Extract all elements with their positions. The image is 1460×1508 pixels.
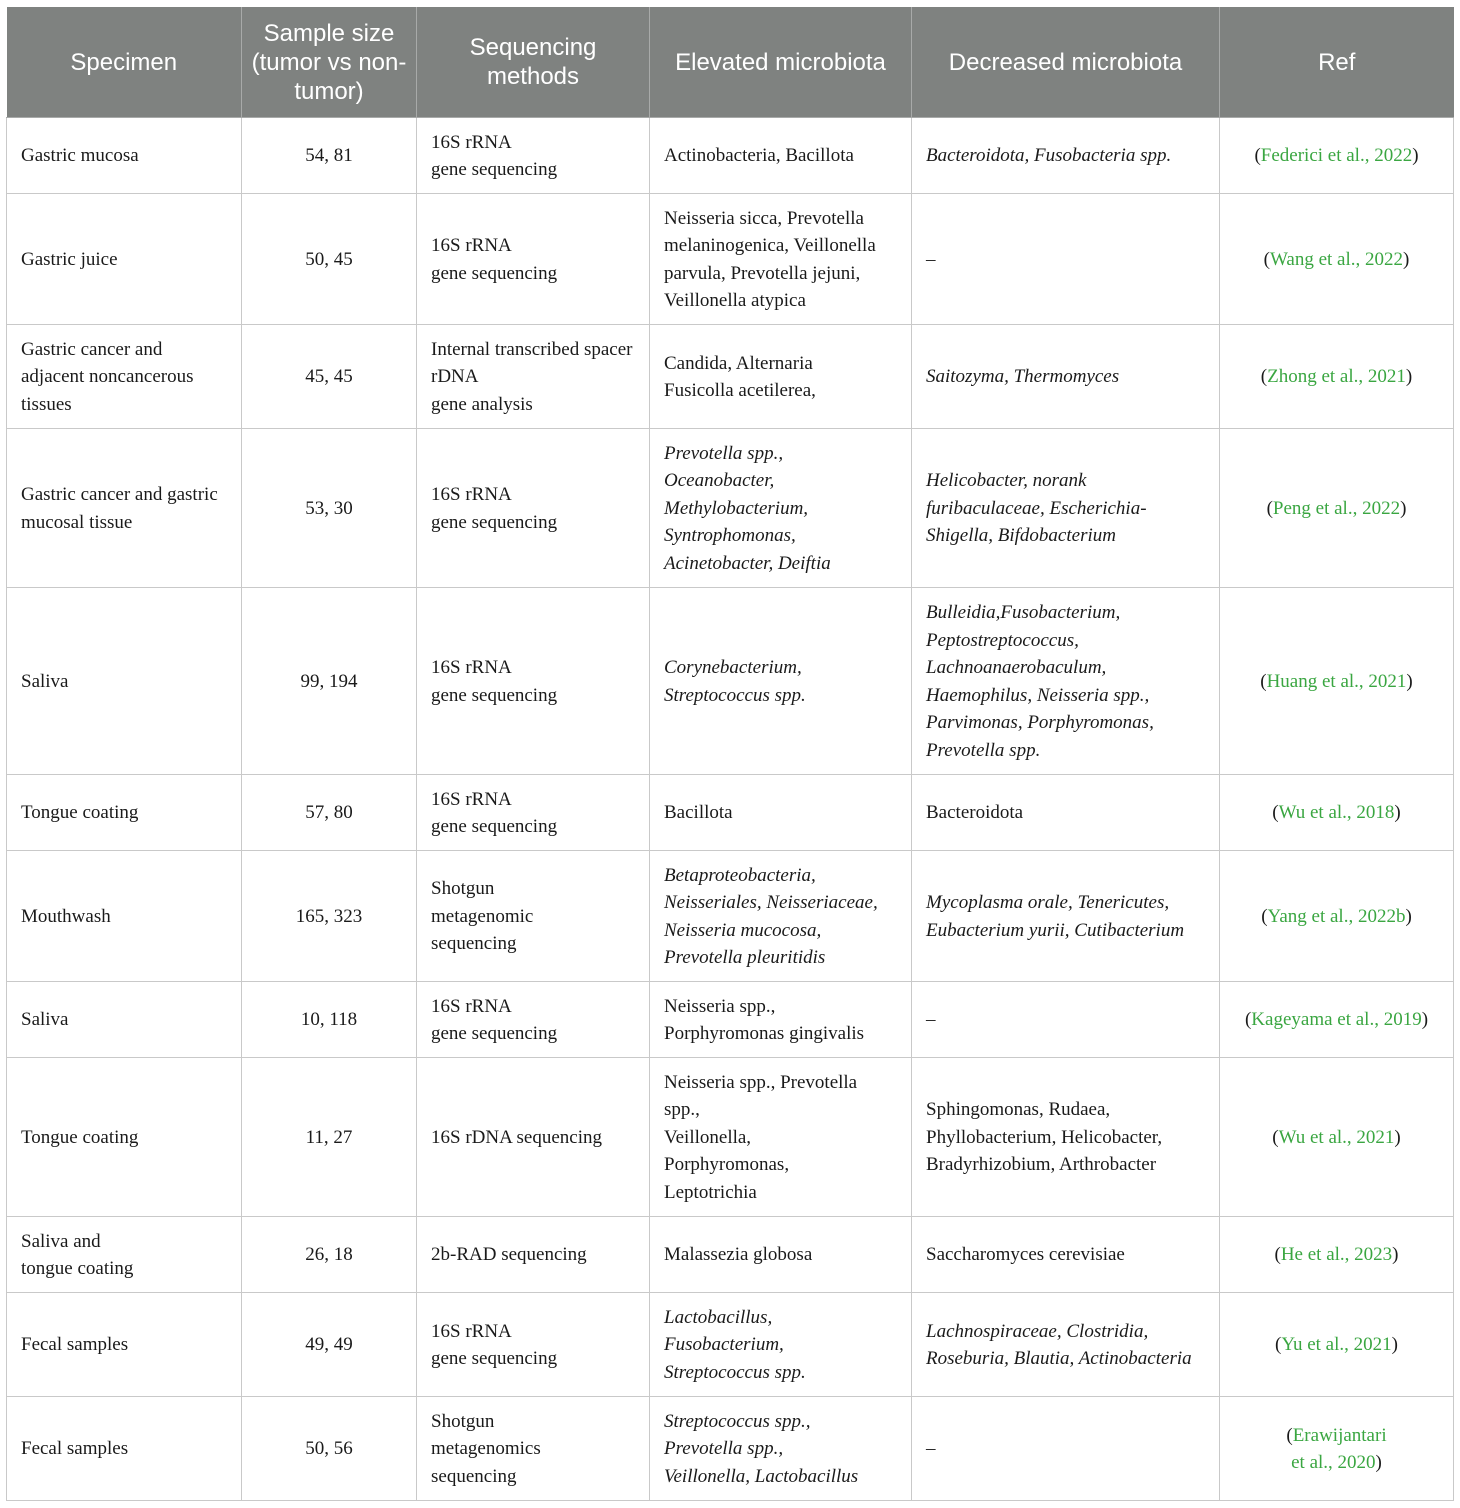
cell-sample-size: 53, 30 <box>242 429 417 588</box>
cell-specimen: Saliva <box>7 588 242 775</box>
cell-elevated-microbiota: Bacillota <box>650 775 912 851</box>
cell-ref: (Wang et al., 2022) <box>1220 194 1454 325</box>
reference-link[interactable]: He et al., 2023 <box>1280 1244 1393 1266</box>
header-row <box>7 7 1454 118</box>
cell-ref: (He et al., 2023) <box>1220 1217 1454 1293</box>
table-row <box>7 1058 1454 1217</box>
cell-sample-size: 57, 80 <box>242 775 417 851</box>
cell-ref: (Zhong et al., 2021) <box>1220 325 1454 429</box>
reference-link[interactable]: Huang et al., 2021 <box>1266 670 1407 692</box>
table-row <box>7 982 1454 1058</box>
table-row <box>7 1397 1454 1501</box>
table-row <box>7 588 1454 775</box>
cell-elevated-microbiota: Betaproteobacteria, Neisseriales, Neisseriaceae, Neisseria mucocosa, Prevotella pleuritidis <box>650 851 912 982</box>
cell-decreased-microbiota: Saitozyma, Thermomyces <box>912 325 1220 429</box>
microbiota-table <box>6 7 1454 1501</box>
cell-decreased-microbiota: – <box>912 194 1220 325</box>
cell-sample-size: 99, 194 <box>242 588 417 775</box>
cell-sample-size: 50, 56 <box>242 1397 417 1501</box>
header-ref: Ref <box>1220 7 1454 118</box>
reference-link[interactable]: Zhong et al., 2021 <box>1267 366 1406 388</box>
cell-elevated-microbiota: Neisseria spp., Prevotella spp., Veillonella, Porphyromonas, Leptotrichia <box>650 1058 912 1217</box>
cell-specimen: Tongue coating <box>7 775 242 851</box>
cell-elevated-microbiota: Corynebacterium, Streptococcus spp. <box>650 588 912 775</box>
cell-elevated-microbiota: Candida, Alternaria Fusicolla acetilerea, <box>650 325 912 429</box>
cell-sequencing-method: 2b-RAD sequencing <box>417 1217 650 1293</box>
cell-ref: (Yu et al., 2021) <box>1220 1293 1454 1397</box>
cell-ref: (Yang et al., 2022b) <box>1220 851 1454 982</box>
cell-specimen: Saliva <box>7 982 242 1058</box>
cell-specimen: Gastric mucosa <box>7 118 242 194</box>
cell-decreased-microbiota: Bulleidia,Fusobacterium, Peptostreptococcus, Lachnoanaerobaculum, Haemophilus, Neisseria spp., Parvimonas, Porphyromonas, Prevotella spp. <box>912 588 1220 775</box>
reference-link[interactable]: Yu et al., 2021 <box>1281 1334 1392 1356</box>
cell-ref: (Wu et al., 2021) <box>1220 1058 1454 1217</box>
cell-sample-size: 10, 118 <box>242 982 417 1058</box>
cell-elevated-microbiota: Actinobacteria, Bacillota <box>650 118 912 194</box>
table-row <box>7 1293 1454 1397</box>
cell-elevated-microbiota: Prevotella spp., Oceanobacter, Methylobacterium, Syntrophomonas, Acinetobacter, Deiftia <box>650 429 912 588</box>
cell-sequencing-method: 16S rDNA sequencing <box>417 1058 650 1217</box>
header-sample-size: Sample size (tumor vs non-tumor) <box>242 7 417 118</box>
cell-sample-size: 54, 81 <box>242 118 417 194</box>
cell-specimen: Gastric cancer and gastric mucosal tissue <box>7 429 242 588</box>
cell-sequencing-method: Shotgun metagenomics sequencing <box>417 1397 650 1501</box>
cell-sequencing-method: Internal transcribed spacer rDNA gene analysis <box>417 325 650 429</box>
cell-decreased-microbiota: Lachnospiraceae, Clostridia, Roseburia, Blautia, Actinobacteria <box>912 1293 1220 1397</box>
header-elevated-microbiota: Elevated microbiota <box>650 7 912 118</box>
cell-decreased-microbiota: – <box>912 982 1220 1058</box>
table-body <box>7 118 1454 1501</box>
reference-link[interactable]: Wu et al., 2018 <box>1278 802 1395 824</box>
cell-decreased-microbiota: Bacteroidota <box>912 775 1220 851</box>
cell-specimen: Fecal samples <box>7 1293 242 1397</box>
header-sequencing-methods: Sequencing methods <box>417 7 650 118</box>
table-row <box>7 775 1454 851</box>
cell-ref: (Erawijantari et al., 2020) <box>1220 1397 1454 1501</box>
cell-sequencing-method: 16S rRNA gene sequencing <box>417 429 650 588</box>
cell-sample-size: 26, 18 <box>242 1217 417 1293</box>
cell-ref: (Wu et al., 2018) <box>1220 775 1454 851</box>
cell-sample-size: 165, 323 <box>242 851 417 982</box>
table-row <box>7 118 1454 194</box>
cell-specimen: Fecal samples <box>7 1397 242 1501</box>
cell-elevated-microbiota: Neisseria sicca, Prevotella melaninogenica, Veillonella parvula, Prevotella jejuni, Veillonella atypica <box>650 194 912 325</box>
reference-link[interactable]: Erawijantari et al., 2020 <box>1291 1424 1387 1473</box>
cell-elevated-microbiota: Lactobacillus, Fusobacterium, Streptococcus spp. <box>650 1293 912 1397</box>
cell-elevated-microbiota: Malassezia globosa <box>650 1217 912 1293</box>
cell-decreased-microbiota: Bacteroidota, Fusobacteria spp. <box>912 118 1220 194</box>
reference-link[interactable]: Wu et al., 2021 <box>1278 1126 1395 1148</box>
cell-specimen: Gastric juice <box>7 194 242 325</box>
table-row <box>7 194 1454 325</box>
cell-ref: (Federici et al., 2022) <box>1220 118 1454 194</box>
cell-sequencing-method: 16S rRNA gene sequencing <box>417 588 650 775</box>
cell-specimen: Mouthwash <box>7 851 242 982</box>
cell-ref: (Kageyama et al., 2019) <box>1220 982 1454 1058</box>
reference-link[interactable]: Peng et al., 2022 <box>1272 497 1401 519</box>
cell-elevated-microbiota: Neisseria spp., Porphyromonas gingivalis <box>650 982 912 1058</box>
reference-link[interactable]: Federici et al., 2022 <box>1260 145 1413 167</box>
reference-link[interactable]: Wang et al., 2022 <box>1269 248 1404 270</box>
header-decreased-microbiota: Decreased microbiota <box>912 7 1220 118</box>
table-row <box>7 851 1454 982</box>
cell-decreased-microbiota: Saccharomyces cerevisiae <box>912 1217 1220 1293</box>
cell-elevated-microbiota: Streptococcus spp., Prevotella spp., Veillonella, Lactobacillus <box>650 1397 912 1501</box>
cell-sample-size: 49, 49 <box>242 1293 417 1397</box>
cell-sequencing-method: 16S rRNA gene sequencing <box>417 118 650 194</box>
microbiota-table-container <box>6 7 1454 1501</box>
cell-ref: (Peng et al., 2022) <box>1220 429 1454 588</box>
cell-sequencing-method: Shotgun metagenomic sequencing <box>417 851 650 982</box>
cell-sample-size: 11, 27 <box>242 1058 417 1217</box>
cell-decreased-microbiota: Helicobacter, norank furibaculaceae, Escherichia-Shigella, Bifdobacterium <box>912 429 1220 588</box>
header-specimen: Specimen <box>7 7 242 118</box>
table-row <box>7 325 1454 429</box>
cell-ref: (Huang et al., 2021) <box>1220 588 1454 775</box>
cell-decreased-microbiota: – <box>912 1397 1220 1501</box>
table-row <box>7 1217 1454 1293</box>
cell-sample-size: 45, 45 <box>242 325 417 429</box>
cell-specimen: Saliva and tongue coating <box>7 1217 242 1293</box>
cell-sequencing-method: 16S rRNA gene sequencing <box>417 982 650 1058</box>
cell-sample-size: 50, 45 <box>242 194 417 325</box>
cell-sequencing-method: 16S rRNA gene sequencing <box>417 1293 650 1397</box>
reference-link[interactable]: Kageyama et al., 2019 <box>1251 1009 1422 1031</box>
cell-specimen: Tongue coating <box>7 1058 242 1217</box>
table-row <box>7 429 1454 588</box>
cell-sequencing-method: 16S rRNA gene sequencing <box>417 775 650 851</box>
reference-link[interactable]: Yang et al., 2022b <box>1267 905 1406 927</box>
cell-specimen: Gastric cancer and adjacent noncancerous tissues <box>7 325 242 429</box>
cell-decreased-microbiota: Mycoplasma orale, Tenericutes, Eubacterium yurii, Cutibacterium <box>912 851 1220 982</box>
cell-sequencing-method: 16S rRNA gene sequencing <box>417 194 650 325</box>
cell-decreased-microbiota: Sphingomonas, Rudaea, Phyllobacterium, Helicobacter, Bradyrhizobium, Arthrobacter <box>912 1058 1220 1217</box>
table-header <box>7 7 1454 118</box>
